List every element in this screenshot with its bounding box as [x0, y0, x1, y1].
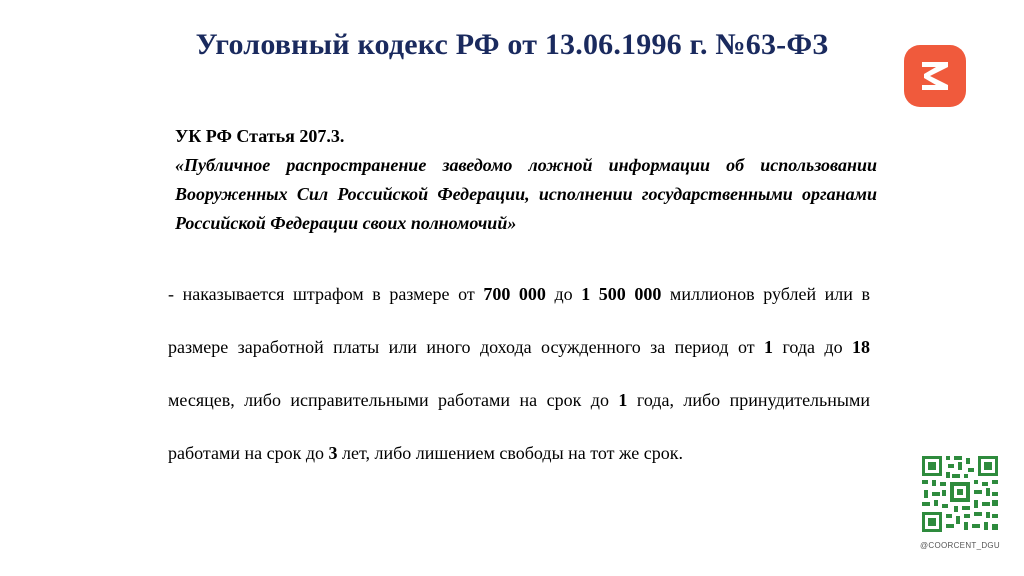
penalty-text: до	[545, 284, 582, 304]
brand-logo	[904, 45, 966, 107]
fine-min: 700 000	[483, 284, 546, 304]
fine-max: 1 500 000	[581, 284, 662, 304]
qr-handle-label: @COORCENT_DGU	[919, 541, 1001, 550]
qr-code-icon	[920, 454, 1000, 534]
penalty-text: лет, либо лишением свободы на тот же срок.	[337, 443, 683, 463]
penalty-text: миллионов рублей или в размере заработной платы или иного дохода осужденного за период от	[168, 284, 870, 357]
brand-z-logo-icon	[904, 45, 966, 107]
penalty-text: месяцев, либо исправительными работами на срок до	[168, 390, 619, 410]
page-title: Уголовный кодекс РФ от 13.06.1996 г. №63-ФЗ	[195, 28, 829, 61]
penalty-text: года до	[773, 337, 852, 357]
qr-code	[920, 454, 1000, 534]
forced-work-max: 3	[328, 443, 338, 463]
penalty-text: - наказывается штрафом в размере от	[168, 284, 484, 304]
penalty-text: года, либо принудительными работами на срок до	[168, 390, 870, 463]
income-period-min: 1	[764, 337, 774, 357]
article-quote: «Публичное распространение заведомо ложной информации об использовании Вооруженных Сил Российской Федерации, исполнении государственными органами Российской Федерации своих полномочий»	[175, 155, 877, 233]
penalty-paragraph	[168, 268, 870, 480]
article-block	[175, 122, 877, 238]
income-period-max: 18	[851, 337, 870, 357]
article-heading: УК РФ Статья 207.3.	[175, 126, 345, 146]
corrective-work-max: 1	[618, 390, 628, 410]
